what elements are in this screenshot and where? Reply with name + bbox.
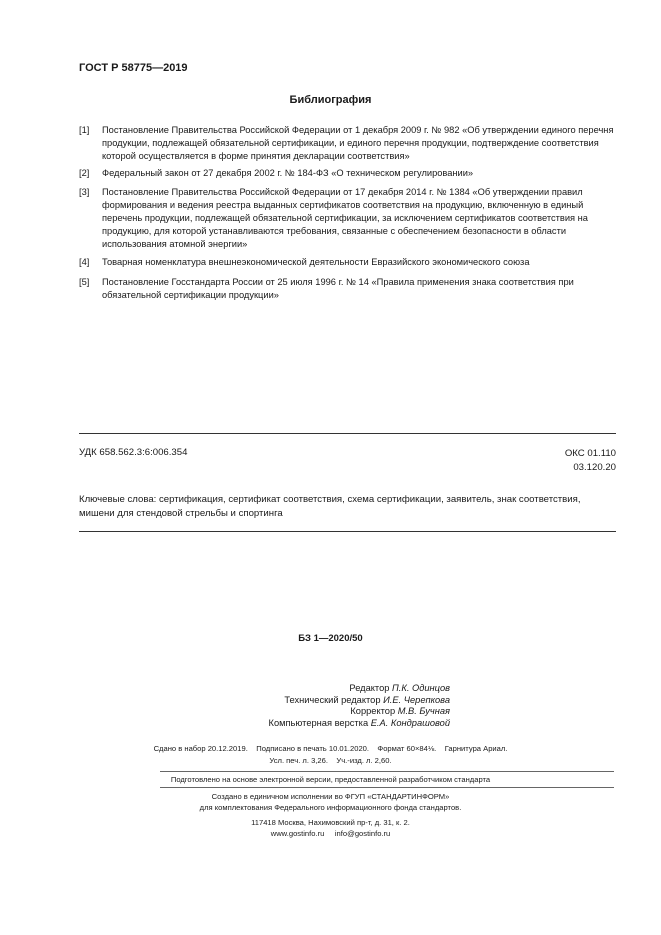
standard-header: ГОСТ Р 58775—2019	[79, 62, 188, 74]
prepared-note: Подготовлено на основе электронной версии, предоставленной разработчиком стандарта	[170, 775, 491, 784]
divider	[160, 787, 614, 788]
item-number: [4]	[79, 257, 90, 267]
sheet-details: Усл. печ. л. 3,26. Уч.-изд. л. 2,60.	[269, 756, 392, 765]
item-number: [3]	[79, 187, 90, 197]
credit-person: Е.А. Кондрашовой	[370, 717, 450, 728]
divider	[160, 771, 614, 772]
bibliography-item	[79, 124, 616, 163]
item-number: [1]	[79, 125, 90, 135]
item-text: Постановление Госстандарта России от 25 июля 1996 г. № 14 «Правила применения знака соответствия при обязательной сертификации продукции»	[102, 277, 574, 300]
credit-role: Технический редактор	[284, 694, 381, 705]
bz-number: БЗ 1—2020/50	[298, 633, 363, 644]
item-text: Федеральный закон от 27 декабря 2002 г. № 184-ФЗ «О техническом регулировании»	[102, 168, 474, 178]
credit-line	[220, 695, 450, 707]
publisher-line-1: Создано в единичном исполнении во ФГУП «СТАНДАРТИНФОРМ»	[211, 792, 450, 801]
credit-line	[220, 718, 450, 730]
oks-line-2: 03.120.20	[573, 462, 616, 473]
item-text: Постановление Правительства Российской Федерации от 1 декабря 2009 г. № 982 «Об утверждении единого перечня продукции, подлежащей обязательной сертификации, и единого перечня продукции, подтверждение соответствия которой осуществляется в форме принятия декларации соответствия»	[102, 125, 614, 161]
bibliography-item	[79, 256, 616, 269]
bibliography-title: Библиография	[289, 94, 372, 106]
oks-code	[480, 447, 616, 475]
item-number: [2]	[79, 168, 90, 178]
publisher-line-2: для комплектования Федерального информационного фонда стандартов.	[199, 803, 462, 812]
bibliography-item	[79, 276, 616, 302]
publisher-contacts: www.gostinfo.ru info@gostinfo.ru	[270, 829, 391, 838]
credit-role: Корректор	[350, 706, 396, 716]
item-text: Постановление Правительства Российской Федерации от 17 декабря 2014 г. № 1384 «Об утверждении правил формирования и ведения реестра выданных сертификатов соответствия на продукцию, включенную в единый перечень продукции, подлежащей обязательной сертификации, за исключением сертификатов соответствия на продукцию, для которой устанавливаются требования, связанные с обеспечением безопасности в области использования атомной энергии»	[102, 187, 588, 249]
item-number: [5]	[79, 277, 90, 287]
publisher-address: 117418 Москва, Нахимовский пр-т, д. 31, к. 2.	[251, 818, 410, 827]
credit-line	[220, 706, 450, 718]
item-text: Товарная номенклатура внешнеэкономической деятельности Евразийского экономического союза	[102, 257, 530, 267]
bibliography-item	[79, 167, 616, 180]
bibliography-item	[79, 186, 616, 251]
credit-person: М.В. Бучная	[397, 706, 450, 716]
credits-block	[220, 683, 450, 729]
oks-line-1: ОКС 01.110	[564, 448, 616, 459]
udk-code: УДК 658.562.3:6:006.354	[79, 447, 188, 458]
keywords: Ключевые слова: сертификация, сертификат соответствия, схема сертификации, заявитель, знак соответствия, мишени для стендовой стрельбы и спортинга	[79, 494, 581, 519]
print-details: Сдано в набор 20.12.2019. Подписано в печать 10.01.2020. Формат 60×84⅛. Гарнитура Ариал.	[153, 744, 508, 753]
credit-person: И.Е. Черепкова	[383, 694, 450, 705]
credit-line	[220, 683, 450, 695]
divider	[79, 531, 616, 532]
credit-person: П.К. Одинцов	[392, 683, 450, 693]
credit-role: Редактор	[349, 683, 390, 693]
divider	[79, 433, 616, 434]
credit-role: Компьютерная верстка	[268, 717, 369, 728]
